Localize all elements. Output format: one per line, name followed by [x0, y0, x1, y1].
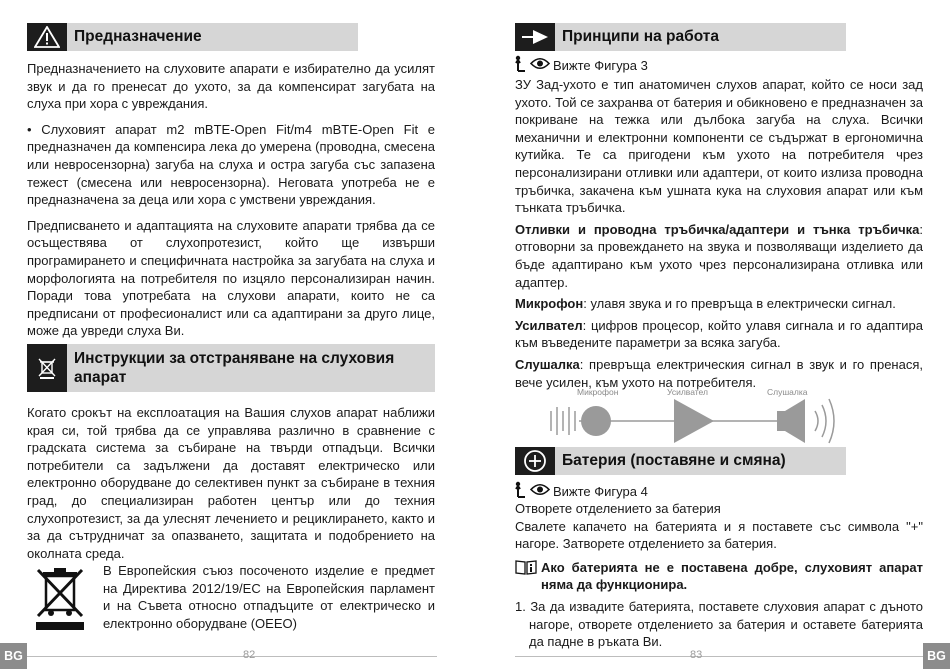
language-tab: BG [923, 643, 950, 669]
figure-ref-text: Вижте Фигура 3 [553, 57, 648, 73]
receiver-shape [777, 399, 805, 443]
term: Усилвател [515, 317, 583, 333]
definition: : отговорни за провеждането на звука и позволяващи изделието да бъде адаптирано към ухото чрез персонализирана отливка или адаптер. [515, 221, 923, 290]
weee-bin-icon [34, 566, 86, 632]
definition-item [515, 295, 923, 313]
definition: : улавя звука и го превръща в електрически сигнал. [583, 296, 896, 312]
definition: : цифров процесор, който улавя сигнала и го адаптира към въведените параметри за всяка загуба. [515, 317, 923, 351]
diagram-label-amplifier: Усилвател [667, 387, 708, 397]
page-number: 83 [690, 649, 703, 661]
paragraph: Предписването и адаптацията на слуховите апарати трябва да се осъществява от слухопротезист, който ще извърши програмирането и специфичната настройка за загубата на слуха и морфологията на потребителя по изцяло персонализиран начин. Поради това употребата на слухови апарати, които не са предписани от професионалист или са адаптирани за друго лице, може да увреди слуха Ви. [27, 217, 435, 339]
hand-pointer-icon [515, 481, 527, 501]
eu-directive-text: В Европейския съюз посоченото изделие е предмет на Директива 2012/19/ЕС на Европейския парламент и на Съвета относно отпадъците от електрическо и електронно оборудване (ОЕЕО) [103, 563, 435, 631]
microphone-shape [581, 406, 611, 436]
incoming-sound-waves [551, 407, 575, 435]
language-tab: BG [0, 643, 27, 669]
crossed-bin-icon [27, 344, 67, 392]
instruction-line: Свалете капачето на батерията и я поставете със символа "+" нагоре. Затворете отделението за батерия. [515, 518, 923, 552]
section-heading-operation [515, 23, 846, 51]
footer-divider [515, 656, 923, 657]
diagram-label-receiver: Слушалка [767, 387, 808, 397]
figure-ref-text: Вижте Фигура 4 [553, 483, 648, 499]
term: Слушалка [515, 356, 580, 372]
section-heading-purpose [27, 23, 358, 51]
warning-triangle-icon [27, 23, 67, 51]
numbered-step: 1. За да извадите батерията, поставете слуховия апарат с дъното нагоре, отворете отделението за батерия и оставете батерията да падне в ръката Ви. [515, 598, 923, 650]
paragraph: • Слуховият апарат m2 mBTE-Open Fit/m4 mBTE-Open Fit е предназначен да компенсира лека до умерена (проводна, смесена или невросензорна) загуба на слуха и остра загуба със запазена тежест (смесена или невросензорна). Неговата употреба не е предназначена за деца или хора с умствени увреждания. [27, 121, 435, 208]
term: Отливки и проводна тръбичка/адаптери и тънка тръбичка [515, 221, 920, 237]
hand-pointer-icon [515, 55, 527, 75]
amplifier-shape [674, 399, 714, 443]
section-title: Предназначение [74, 28, 202, 45]
paragraph: Когато срокът на експлоатация на Вашия слухов апарат наближи края си, той трябва да се управлява различно в сравнение с градската система за събиране на твърди отпадъци. Всички потребители са задължени да доставят електрическо или електронно оборудване до селективен пункт за събиране в техния град, до специализиран работен център или до техния слухопротезист, за да улеснят лечението и рециклирането, както и за да сътрудничат за опазването, защитата и подобрението на околната среда. [27, 405, 435, 561]
outgoing-sound-waves [815, 399, 834, 443]
warning-note [515, 559, 923, 594]
battery-plus-icon [515, 447, 555, 475]
figure-reference [515, 482, 923, 500]
eye-icon [530, 57, 550, 73]
section-heading-battery [515, 447, 846, 475]
section-title: Принципи на работа [562, 28, 719, 45]
section-title: Инструкции за отстраняване на слуховия апарат [74, 350, 395, 386]
diagram-label-microphone: Микрофон [577, 387, 619, 397]
warning-text: Ако батерията не е поставена добре, слуховият апарат няма да функционира. [541, 559, 923, 593]
definition-item [515, 317, 923, 352]
paragraph: Предназначението на слуховите апарати е избирателно да усилят звук и да го пренесат до ухото, за да компенсират загубата на слуха при хора с увреждания. [27, 61, 435, 112]
section-heading-disposal [27, 344, 435, 392]
open-book-icon [515, 559, 537, 594]
footer-divider [27, 656, 437, 657]
arrow-right-icon [515, 23, 555, 51]
eye-icon [530, 483, 550, 499]
page-number: 82 [243, 649, 256, 661]
paragraph: ЗУ Зад-ухото е тип анатомичен слухов апарат, който се носи зад ухото. Той се захранва от батерия и обикновено е предназначен за покриване на тежка или дълбока загуба на слуха. Всички механични и електронни компоненти се съдържат в ергономична кутийка. Те са пригодени към ухото на потребителя чрез персонализирани отливки или адаптери, от които излиза проводна тръбичка, закачена към ушната кука на слуховия апарат или към тънката тръбичка. [515, 77, 923, 216]
signal-flow-diagram [549, 385, 874, 445]
term: Микрофон [515, 296, 584, 312]
definition-item [515, 221, 923, 291]
definition: : превръща електрическия сигнал в звук и го пренася, вече усилен, към ухото на потребителя. [515, 356, 923, 390]
instruction-line: Отворете отделението за батерия [515, 501, 721, 516]
section-title: Батерия (поставяне и смяна) [562, 452, 786, 469]
figure-reference [515, 56, 923, 74]
